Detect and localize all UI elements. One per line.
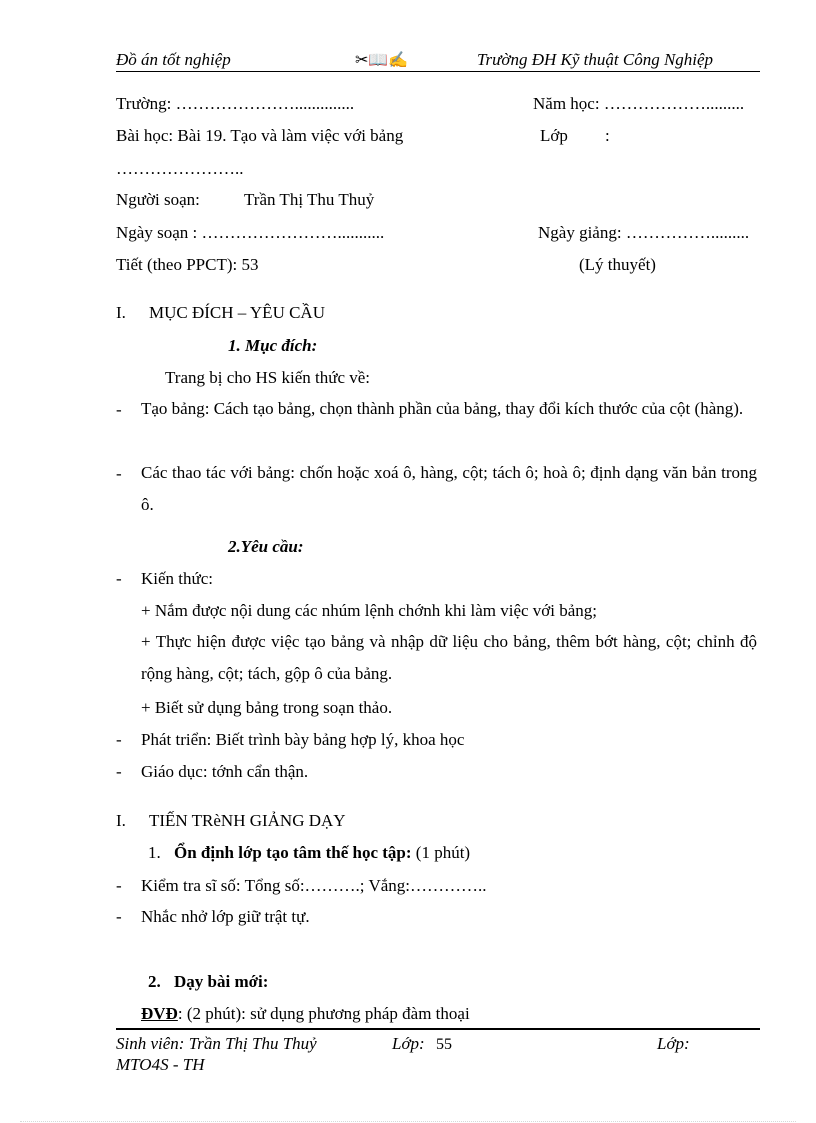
footer-class-label: Lớp: [392, 1034, 425, 1053]
header-right: Trường ĐH Kỹ thuật Công Nghiệp [477, 50, 714, 69]
bullet: - [116, 464, 122, 483]
purpose-item: Tạo bảng: Cách tạo bảng, chọn thành phần của bảng, thay đổi kích thước của cột (hàng). [141, 399, 744, 418]
teach-date-label: Ngày giảng: ……………......... [538, 223, 750, 242]
step1-heading-time: (1 phút) [415, 843, 471, 862]
page-bottom-divider [20, 1121, 796, 1122]
footer-rule [116, 1028, 760, 1030]
develop-item: Phát triển: Biết trình bày bảng hợp lý, khoa học [141, 730, 465, 749]
step2-heading: Dạy bài mới: [174, 972, 269, 991]
dvd-text: : (2 phút): sử dụng phương pháp đàm thoại [177, 1004, 470, 1023]
school-year-label: Năm học: ………………......... [533, 94, 745, 113]
step2-number: 2. [148, 972, 161, 991]
footer-page-number: 55 [436, 1036, 452, 1053]
step1-item: Nhắc nhở lớp giữ trật tự. [141, 907, 310, 926]
header-rule [116, 71, 760, 72]
bullet: - [116, 400, 122, 419]
bullet: - [116, 569, 122, 588]
class-label: Lớp [540, 126, 568, 145]
header-left: Đồ án tốt nghiệp [116, 50, 231, 69]
knowledge-item: + Thực hiện được việc tạo bảng và nhập dữ liệu cho bảng, thêm bớt hàng, cột; chỉnh độ rộng hàng, cột; tách, gộp ô của bảng. [141, 632, 757, 683]
footer-class-label-2: Lớp: [657, 1034, 690, 1053]
knowledge-item: + Nắm được nội dung các nhúm lệnh chớnh khi làm việc với bảng; [141, 601, 598, 620]
section1-title: MỤC ĐÍCH – YÊU CẦU [149, 303, 325, 322]
footer-student: Sinh viên: Trần Thị Thu Thuỷ [116, 1034, 317, 1053]
footer-code: MTO4S - TH [116, 1055, 205, 1074]
header-ornament-icon: ✂📖✍ [355, 52, 409, 69]
step1-number: 1. [148, 843, 161, 862]
prep-date-label: Ngày soạn : ……………………........... [116, 223, 385, 242]
section2-title: TIẾN TRèNH GIẢNG DẠY [149, 811, 346, 830]
author-name: Trần Thị Thu Thuỷ [244, 190, 375, 209]
purpose-item: Các thao tác với bảng: chốn hoặc xoá ô, hàng, cột; tách ô; hoà ô; định dạng văn bản trong ô. [141, 463, 757, 514]
knowledge-item: + Biết sử dụng bảng trong soạn thảo. [141, 698, 393, 717]
bullet: - [116, 762, 122, 781]
requirements-heading: 2.Yêu cầu: [228, 537, 304, 556]
school-label: Trường: ………………….............. [116, 94, 355, 113]
step1-heading [174, 843, 470, 863]
purpose-heading: 1. Mục đích: [228, 336, 318, 355]
bullet: - [116, 876, 122, 895]
bullet: - [116, 730, 122, 749]
class-colon: : [605, 126, 610, 145]
purpose-intro: Trang bị cho HS kiến thức về: [165, 368, 371, 387]
author-label: Người soạn: [116, 190, 200, 209]
section1-numeral: I. [116, 303, 126, 322]
step1-item: Kiểm tra sĩ số: Tổng số:……….; Vắng:………….. [141, 876, 487, 895]
bullet: - [116, 907, 122, 926]
knowledge-label: Kiến thức: [141, 569, 214, 588]
step1-heading-bold: Ổn định lớp tạo tâm thế học tập: [174, 843, 412, 862]
class-dots: ………………….. [116, 159, 244, 178]
section2-numeral: I. [116, 811, 126, 830]
dvd-line [141, 1004, 470, 1024]
lesson-label: Bài học: Bài 19. Tạo và làm việc với bảng [116, 126, 404, 145]
educate-item: Giáo dục: tớnh cẩn thận. [141, 762, 309, 781]
period-type: (Lý thuyết) [579, 255, 656, 274]
dvd-label: ĐVĐ [141, 1004, 178, 1023]
period-label: Tiết (theo PPCT): 53 [116, 255, 259, 274]
